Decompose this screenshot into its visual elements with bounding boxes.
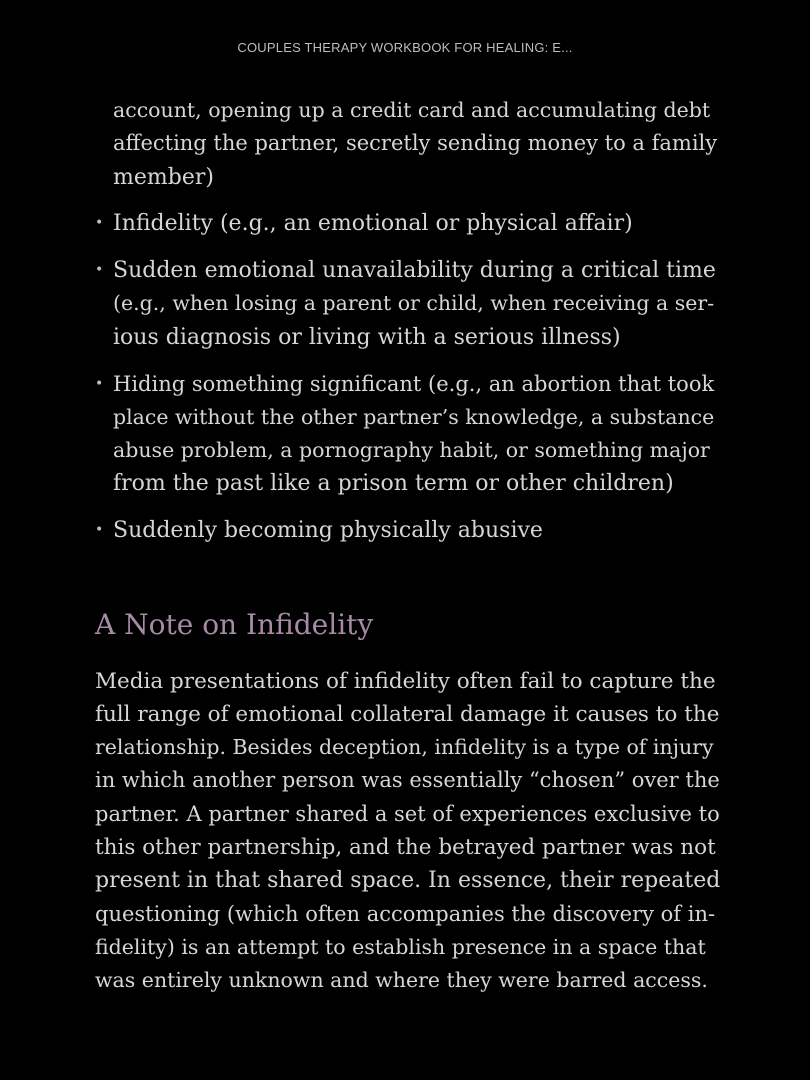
- text-line: was entirely unknown and where they were barred access.: [95, 968, 708, 993]
- bullet-dot-icon: •: [95, 375, 104, 392]
- text-line: from the past like a prison term or other children): [113, 471, 674, 497]
- text-line: full range of emotional collateral damage it causes to the: [95, 701, 720, 727]
- text-line: member): [113, 164, 214, 190]
- text-line: place without the other partner’s knowledge, a substance: [113, 404, 715, 429]
- book-title-header: COUPLES THERAPY WORKBOOK FOR HEALING: E...: [237, 40, 573, 55]
- text-line: Infidelity (e.g., an emotional or physical affair): [113, 211, 633, 237]
- text-line: relationship. Besides deception, infidelity is a type of injury: [95, 735, 714, 760]
- text-line: ious diagnosis or living with a serious illness): [113, 324, 621, 350]
- section-heading: A Note on Infidelity: [95, 607, 374, 641]
- text-line: (e.g., when losing a parent or child, when receiving a ser-: [113, 291, 715, 316]
- text-line: Hiding something significant (e.g., an abortion that took: [113, 371, 715, 396]
- text-line: Media presentations of infidelity often fail to capture the: [95, 668, 716, 694]
- bullet-dot-icon: •: [95, 262, 104, 279]
- text-line: affecting the partner, secretly sending money to a family: [113, 131, 718, 156]
- text-line: present in that shared space. In essence, their repeated: [95, 868, 721, 894]
- text-line: account, opening up a credit card and accumulating debt: [113, 98, 711, 122]
- bullet-item-emotional-unavailability: [95, 254, 720, 354]
- text-line: Sudden emotional unavailability during a critical time: [113, 258, 716, 284]
- text-line: partner. A partner shared a set of experiences exclusive to: [95, 801, 720, 826]
- bullet-list: [95, 207, 720, 547]
- text-line: questioning (which often accompanies the discovery of in-: [95, 901, 716, 926]
- bullet-item-physically-abusive: [95, 514, 720, 547]
- bullet-dot-icon: •: [95, 215, 104, 232]
- text-line: in which another person was essentially “chosen” over the: [95, 768, 720, 793]
- text-line: Suddenly becoming physically abusive: [113, 518, 543, 544]
- page-content: [95, 94, 720, 998]
- continued-bullet-text: [95, 94, 720, 194]
- bullet-item-infidelity: [95, 207, 720, 240]
- section-paragraph: [95, 665, 720, 998]
- text-line: abuse problem, a pornography habit, or something major: [113, 438, 710, 463]
- bullet-item-hiding-something: [95, 368, 720, 501]
- bullet-dot-icon: •: [95, 522, 104, 539]
- text-line: fidelity) is an attempt to establish presence in a space that: [95, 934, 706, 959]
- text-line: this other partnership, and the betrayed partner was not: [95, 835, 716, 861]
